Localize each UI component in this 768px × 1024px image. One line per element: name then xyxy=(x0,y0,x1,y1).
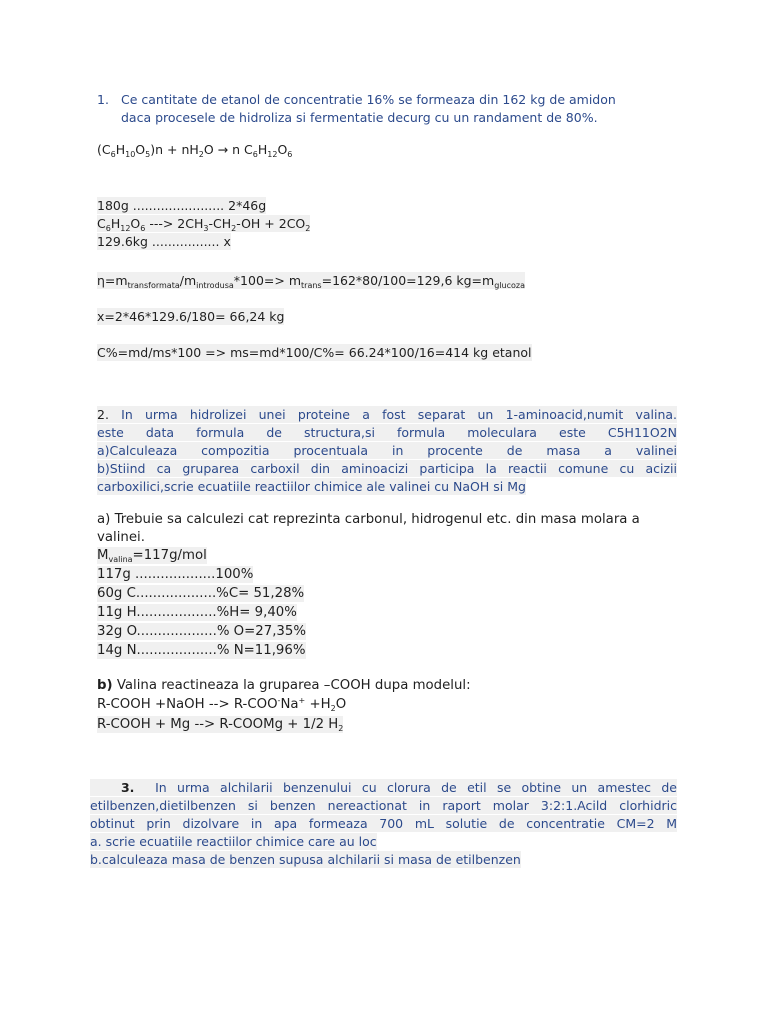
problem3-line5: b.calculeaza masa de benzen supusa alchilarii si masa de etilbenzen xyxy=(90,852,521,867)
composition-row: 60g C...................%C= 51,28% xyxy=(97,586,305,601)
composition-row: 117g ...................100% xyxy=(97,567,254,582)
problem3-number: 3. xyxy=(120,780,135,795)
yield-formula: $\eta=m_{transformata}/m_{introdusa}*100=> m_{trans}=162*80/100=129,6$ $kg=m_{glucoza}$ xyxy=(97,273,525,290)
composition-row: 14g N...................% N=11,96% xyxy=(97,643,306,658)
problem3-line4: a. scrie ecuatiile reactiilor chimice care au loc xyxy=(90,834,377,849)
x-calculation: x=2*46*129.6/180= 66,24 kg xyxy=(97,309,285,324)
mass-line: 129.6kg ................. x xyxy=(97,234,231,249)
ratio-line: 180g ....................... 2*46g xyxy=(97,198,267,213)
valine-mg-reaction: R-COOH + Mg --> R-COOMg + 1/2 $H_2$ xyxy=(97,717,344,733)
composition-row: 32g O...................% O=27,35% xyxy=(97,624,306,639)
problem2-number: 2. xyxy=(97,407,109,422)
answer-b-intro: b) Valina reactineaza la gruparea –COOH dupa modelul: xyxy=(97,678,471,693)
problem3-line2: etilbenzen,dietilbenzen si benzen nereactionat in raport molar 3:2:1.Acild clorhidric xyxy=(90,798,677,813)
problem2-line5: carboxilici,scrie ecuatiile reactiilor chimice ale valinei cu NaOH si Mg xyxy=(97,479,526,494)
problem2-line4: b)Stiind ca gruparea carboxil din aminoacizi participa la reactii comune cu acizii xyxy=(97,461,677,476)
answer-a-intro-line1: a) Trebuie sa calculezi cat reprezinta carbonul, hidrogenul etc. din masa molara a xyxy=(97,512,640,527)
problem2-line2: este data formula de structura,si formula moleculara este C5H11O2N xyxy=(97,425,677,440)
problem2-line1: 2. In urma hidrolizei unei proteine a fost separat un 1-aminoacid,numit valina. xyxy=(97,407,677,422)
problem1-number: 1. xyxy=(97,92,109,107)
composition-row: 11g H...................%H= 9,40% xyxy=(97,605,297,620)
fermentation-reaction: $C_6H_{12}O_6$ ---> $2CH_3-CH_2-OH + 2CO_2$ xyxy=(97,216,311,233)
problem1-text-line1: Ce cantitate de etanol de concentratie 16% se formeaza din 162 kg de amidon xyxy=(121,92,616,107)
molar-mass-valine: $M_{valina}=117g$/mol xyxy=(97,548,207,564)
problem1-text-line2: daca procesele de hidroliza si fermentatie decurg cu un randament de 80%. xyxy=(121,110,598,125)
valine-naoh-reaction: R-COOH +NaOH --> $R-COO^-Na^+ +H_2O$ xyxy=(97,696,347,713)
answer-a-intro-line2: valinei. xyxy=(97,530,145,545)
problem2-line3: a)Calculeaza compozitia procentuala in procente de masa a valinei xyxy=(97,443,677,458)
concentration-calculation: C%=md/ms*100 => ms=md*100/C%= 66.24*100/16=414 kg etanol xyxy=(97,345,532,360)
starch-hydrolysis-equation: $(C_6H_{10}O_5)n + nH_2O \to n$ $C_6H_{12}O_6$ xyxy=(97,142,293,159)
problem3-line3: obtinut prin dizolvare in apa formeaza 700 mL solutie de concentratie CM=2 M xyxy=(90,816,677,831)
problem3-line1: 3. In urma alchilarii benzenului cu clorura de etil se obtine un amestec de xyxy=(90,779,677,796)
